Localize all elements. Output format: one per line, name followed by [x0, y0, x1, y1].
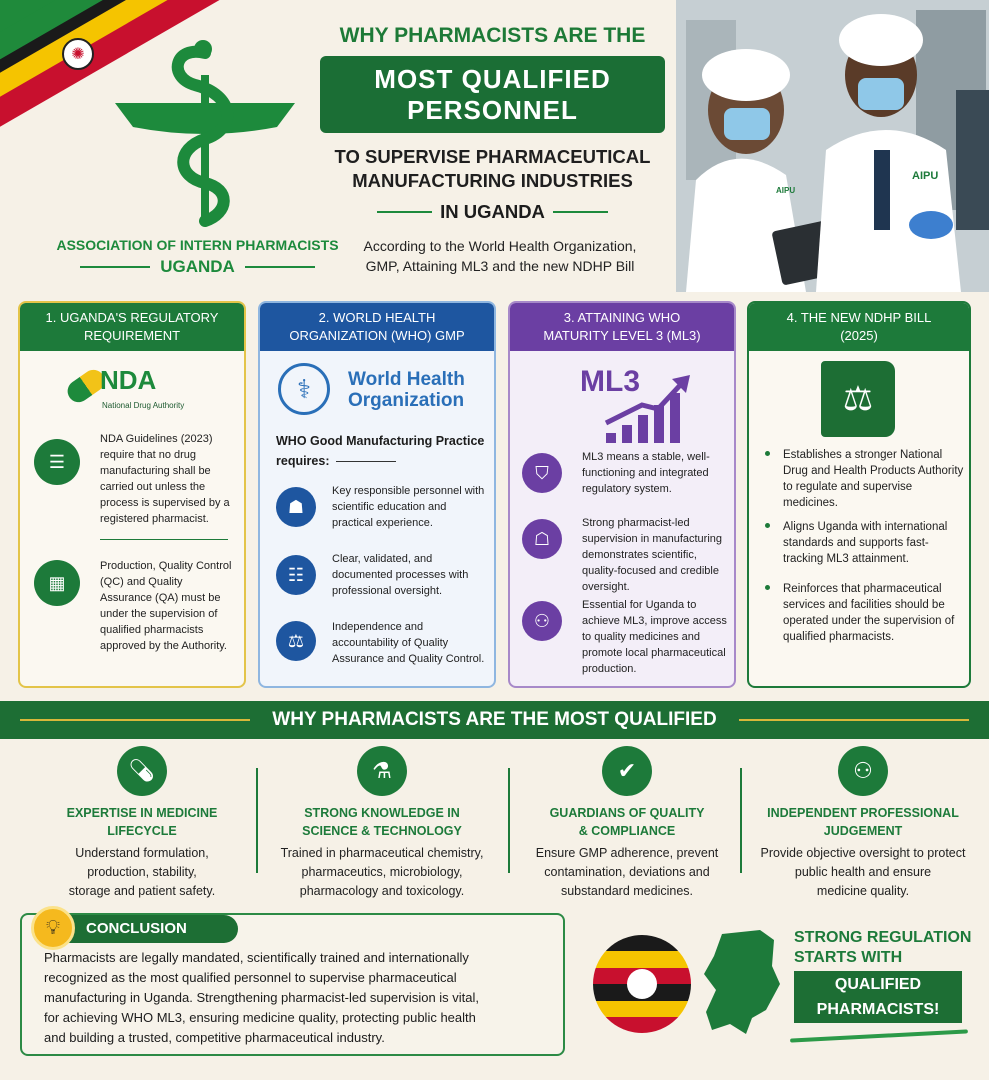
conclusion-line-3: manufacturing in Uganda. Strengthening pharmacist-led supervision is vital,: [44, 990, 480, 1005]
factory-icon: ▦: [34, 560, 80, 606]
quality-title: [515, 804, 739, 840]
quality-science: [262, 746, 502, 901]
shield-check-icon: ✔: [602, 746, 652, 796]
list-item: [510, 515, 734, 597]
header-description: [340, 236, 660, 276]
list-item-text: ML3 means a stable, well-functioning and integrated regulatory system.: [582, 451, 710, 495]
quality-title: [262, 804, 502, 840]
bullet-icon: [765, 523, 770, 528]
column-header: [510, 303, 734, 351]
uganda-flag-icon: [593, 935, 691, 1033]
list-item: [260, 483, 494, 551]
quality-title-line-2: & COMPLIANCE: [578, 824, 676, 838]
quality-description-line-3: storage and patient safety.: [68, 884, 216, 898]
quality-title-line-2: LIFECYCLE: [107, 824, 177, 838]
subtitle-line-1: TO SUPERVISE PHARMACEUTICAL: [334, 146, 651, 167]
slogan-top: [794, 928, 972, 968]
subtitle-line-3: [320, 201, 665, 223]
nda-logo-subtitle: National Drug Authority: [102, 401, 185, 410]
list-item-text: Establishes a stronger National Drug and Health Products Authority to regulate and supervise medicines.: [783, 449, 964, 509]
conclusion-tag: CONCLUSION: [38, 915, 238, 943]
quality-title: [30, 804, 254, 840]
list-item-text: Reinforces that pharmaceutical services and facilities should be operated under the supervision of qualified pharmacists.: [783, 583, 955, 643]
quality-description-line-3: medicine quality.: [816, 884, 910, 898]
list-item-text: Aligns Uganda with international standards and supports fast-tracking ML3 attainment.: [783, 521, 948, 565]
divider: [508, 768, 510, 873]
subtitle: [320, 145, 665, 193]
gmp-intro: [260, 421, 494, 471]
description-line-2: GMP, Attaining ML3 and the new NDHP Bill: [365, 258, 635, 274]
quality-judgement: [746, 746, 980, 901]
column-header-line-1: 4. THE NEW NDHP BILL: [786, 310, 932, 325]
ml3-logo-text: ML3: [580, 365, 640, 398]
lightbulb-icon: 💡︎: [31, 906, 75, 950]
title-box-line-1: MOST QUALIFIED: [374, 64, 611, 94]
caduceus-bowl-icon: [105, 35, 305, 240]
column-header-line-2: ORGANIZATION (WHO) GMP: [289, 328, 465, 343]
description-line-1: According to the World Health Organization,: [363, 238, 637, 254]
slogan-line-3: QUALIFIED: [834, 976, 922, 993]
quality-description: [30, 844, 254, 901]
conclusion-line-2: recognized as the most qualified personnel to supervise pharmaceutical: [44, 970, 457, 985]
list-item: [749, 519, 969, 581]
section-band: [0, 701, 989, 739]
quality-compliance: [515, 746, 739, 901]
divider: [256, 768, 258, 873]
ml3-logo: [510, 351, 734, 449]
quality-description-line-1: Trained in pharmaceutical chemistry,: [280, 846, 484, 860]
list-item-text: Production, Quality Control (QC) and Quality Assurance (QA) must be under the supervision of qualified pharmacists approved by the Authority.: [100, 560, 232, 652]
conclusion-text: [44, 948, 550, 1048]
list-item: [20, 431, 244, 535]
law-book-icon: ⚖: [821, 361, 895, 437]
quality-title-line-2: JUDGEMENT: [823, 824, 903, 838]
coat-of-arms-icon: ✺: [62, 38, 94, 70]
who-globe-icon: ⚕: [278, 363, 330, 415]
column-header-line-2: REQUIREMENT: [83, 328, 181, 343]
column-header-line-1: 2. WORLD HEALTH: [318, 310, 436, 325]
quality-title-line-1: INDEPENDENT PROFESSIONAL: [767, 806, 959, 820]
list-item-text: Clear, validated, and documented processes with professional oversight.: [332, 553, 469, 597]
flask-icon: ⚗: [357, 746, 407, 796]
quality-description-line-1: Provide objective oversight to protect: [760, 846, 966, 860]
quality-expertise: [30, 746, 254, 901]
column-regulatory-requirement: [18, 301, 246, 688]
list-item-text: Strong pharmacist-led supervision in manufacturing demonstrates scientific, quality-focused and credible oversight.: [582, 517, 723, 593]
quality-title-line-1: STRONG KNOWLEDGE IN: [304, 806, 460, 820]
pharmacists-photo: [676, 0, 989, 292]
list-item-text: Essential for Uganda to achieve ML3, improve access to quality medicines and promote local pharmaceutical production.: [582, 599, 727, 675]
column-header-line-1: 3. ATTAINING WHO: [563, 310, 681, 325]
title-top: WHY PHARMACISTS ARE THE: [339, 24, 646, 47]
capsule-pill-icon: 💊︎: [117, 746, 167, 796]
column-header: [749, 303, 969, 351]
association-line-2: UGANDA: [160, 257, 235, 276]
who-logo-text: [348, 369, 465, 411]
quality-title-line-2: SCIENCE & TECHNOLOGY: [302, 824, 462, 838]
supervision-icon: ☖: [522, 519, 562, 559]
quality-description-line-3: pharmacology and toxicology.: [299, 884, 465, 898]
list-item-text: Independence and accountability of Quality Assurance and Quality Control.: [332, 621, 485, 665]
conclusion-line-1: Pharmacists are legally mandated, scientifically trained and internationally: [44, 950, 469, 965]
column-header: [260, 303, 494, 351]
list-item: [260, 619, 494, 679]
who-logo-line-1: World Health: [348, 369, 465, 390]
growth-chart-icon: [602, 371, 694, 447]
list-item: [749, 447, 969, 519]
bullet-icon: [765, 585, 770, 590]
list-item-text: NDA Guidelines (2023) require that no drug manufacturing shall be carried out unless the process is supervised by a registered pharmacist.: [100, 433, 230, 525]
people-icon: ⚇: [522, 601, 562, 641]
uganda-map-icon: [700, 926, 782, 1038]
list-item: [749, 581, 969, 661]
quality-title-line-1: EXPERTISE IN MEDICINE: [66, 806, 218, 820]
scales-icon: ⚖: [276, 621, 316, 661]
subtitle-line-2: MANUFACTURING INDUSTRIES: [352, 170, 633, 191]
gmp-intro-line-1: WHO Good Manufacturing Practice: [276, 434, 485, 448]
quality-title-line-1: GUARDIANS OF QUALITY: [549, 806, 705, 820]
list-item-text: Key responsible personnel with scientific education and practical experience.: [332, 485, 485, 529]
column-ndhp-bill: [747, 301, 971, 688]
shield-icon: ⛉: [522, 453, 562, 493]
list-item: [20, 558, 244, 658]
aipu-badge-2: AIPU: [912, 170, 939, 182]
people-icon: ⚇: [838, 746, 888, 796]
column-header-line-1: 1. UGANDA'S REGULATORY: [45, 310, 219, 325]
quality-description-line-1: Ensure GMP adherence, prevent: [535, 846, 719, 860]
quality-description-line-2: contamination, deviations and: [544, 865, 710, 879]
title-box-line-2: PERSONNEL: [407, 95, 578, 125]
quality-description: [515, 844, 739, 901]
quality-description: [746, 844, 980, 901]
slogan-box: [794, 971, 962, 1023]
column-who-gmp: [258, 301, 496, 688]
personnel-icon: ☗: [276, 487, 316, 527]
photo-illustration: [676, 0, 989, 292]
quality-description: [262, 844, 502, 901]
document-icon: ☷: [276, 555, 316, 595]
nda-logo-text: NDA: [100, 365, 157, 395]
list-item: [510, 449, 734, 515]
column-header-line-2: (2025): [840, 328, 878, 343]
quality-title: [746, 804, 980, 840]
law-book-logo: [749, 351, 969, 443]
section-band-title: WHY PHARMACISTS ARE THE MOST QUALIFIED: [272, 709, 717, 730]
conclusion-line-5: and building a trusted, competitive pharmaceutical industry.: [44, 1030, 385, 1045]
divider: [740, 768, 742, 873]
column-header: [20, 303, 244, 351]
quality-description-line-1: Understand formulation,: [75, 846, 209, 860]
slogan-underline: [790, 1029, 968, 1042]
slogan-line-2: STARTS WITH: [794, 949, 903, 966]
slogan-line-1: STRONG REGULATION: [794, 929, 972, 946]
column-header-line-2: MATURITY LEVEL 3 (ML3): [543, 328, 701, 343]
who-logo-line-2: Organization: [348, 390, 465, 411]
quality-description-line-3: substandard medicines.: [560, 884, 694, 898]
quality-description-line-2: pharmaceutics, microbiology,: [301, 865, 463, 879]
gmp-intro-line-2: requires:: [276, 454, 330, 468]
title-box: [320, 56, 665, 133]
quality-description-line-2: public health and ensure: [794, 865, 932, 879]
conclusion-line-4: for achieving WHO ML3, ensuring medicine quality, protecting public health: [44, 1010, 476, 1025]
quality-description-line-2: production, stability,: [87, 865, 197, 879]
slogan-line-4: PHARMACISTS!: [816, 1001, 940, 1018]
list-item: [510, 597, 734, 675]
subtitle-in-uganda: IN UGANDA: [440, 201, 545, 222]
column-ml3: [508, 301, 736, 688]
clipboard-icon: ☰: [34, 439, 80, 485]
association-name: [55, 237, 340, 277]
bullet-icon: [765, 451, 770, 456]
list-item: [260, 551, 494, 619]
aipu-badge-1: AIPU: [776, 186, 796, 195]
nda-logo: [20, 351, 244, 431]
who-logo: [260, 351, 494, 421]
association-line-1: ASSOCIATION OF INTERN PHARMACISTS: [56, 237, 339, 253]
